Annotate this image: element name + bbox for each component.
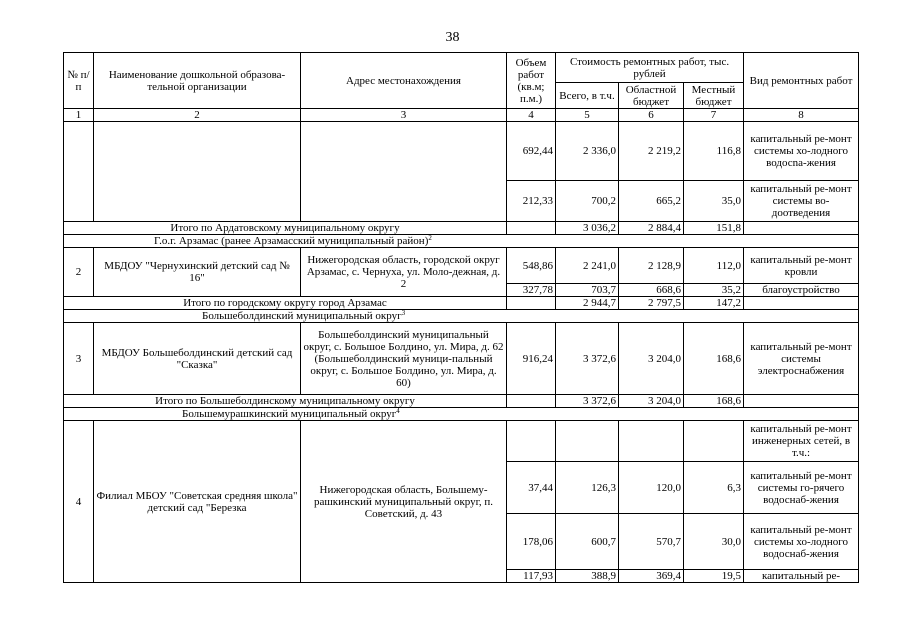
volume-cell: [507, 421, 556, 462]
header-address: Адрес местонахождения: [301, 53, 507, 109]
local-cell: 35,2: [684, 284, 744, 297]
index-cell: 6: [619, 109, 684, 122]
index-cell: 2: [94, 109, 301, 122]
type-cell: капитальный ре-монт кровли: [744, 248, 859, 284]
subtotal-label: Итого по городскому округу город Арзамас: [64, 297, 507, 310]
regional-cell: 120,0: [619, 462, 684, 514]
num-cell: 2: [64, 248, 94, 297]
address-cell: [301, 122, 507, 222]
local-cell: 147,2: [684, 297, 744, 310]
table-row: [64, 323, 859, 395]
total-cell: 3 372,6: [556, 323, 619, 395]
type-cell: капитальный ре-монт системы хо-лодного водосna-жения: [744, 122, 859, 181]
subtotal-row: [64, 395, 859, 408]
num-cell: 3: [64, 323, 94, 395]
volume-cell: [507, 222, 556, 235]
header-type: Вид ремонтных работ: [744, 53, 859, 109]
regional-cell: 570,7: [619, 514, 684, 570]
total-cell: 3 372,6: [556, 395, 619, 408]
repair-works-table: [63, 52, 859, 583]
local-cell: [684, 421, 744, 462]
header-name: Наименование дошкольной образова-тельной организации: [94, 53, 301, 109]
local-cell: 30,0: [684, 514, 744, 570]
index-cell: 8: [744, 109, 859, 122]
type-cell: капитальный ре-монт инженерных сетей, в т.ч.:: [744, 421, 859, 462]
index-cell: 3: [301, 109, 507, 122]
local-cell: 151,8: [684, 222, 744, 235]
regional-cell: 2 128,9: [619, 248, 684, 284]
regional-cell: 2 797,5: [619, 297, 684, 310]
type-cell: капитальный ре-: [744, 570, 859, 583]
name-cell: МБДОУ Большеболдинский детский сад "Сказка": [94, 323, 301, 395]
regional-cell: [619, 421, 684, 462]
section-heading: Большеболдинский муниципальный округ$^3$: [64, 310, 859, 323]
header-cost: Стоимость ремонтных работ, тыс. рублей: [556, 53, 744, 83]
address-cell: Нижегородская область, городской округ Арзамас, с. Чернуха, ул. Моло-дежная, д. 2: [301, 248, 507, 297]
volume-cell: 327,78: [507, 284, 556, 297]
total-cell: 388,9: [556, 570, 619, 583]
header-index-row: [64, 109, 859, 122]
volume-cell: 916,24: [507, 323, 556, 395]
volume-cell: [507, 395, 556, 408]
total-cell: 3 036,2: [556, 222, 619, 235]
header-row-1: [64, 53, 859, 83]
table-row: [64, 122, 859, 181]
type-cell: капитальный ре-монт системы электроснабжения: [744, 323, 859, 395]
type-cell: капитальный ре-монт системы хо-лодного водоснаб-жения: [744, 514, 859, 570]
section-heading-row: [64, 310, 859, 323]
local-cell: 35,0: [684, 181, 744, 222]
index-cell: 7: [684, 109, 744, 122]
regional-cell: 3 204,0: [619, 395, 684, 408]
total-cell: 2 336,0: [556, 122, 619, 181]
volume-cell: 212,33: [507, 181, 556, 222]
subtotal-row: [64, 222, 859, 235]
subtotal-label: Итого по Ардатовскому муниципальному округу: [64, 222, 507, 235]
index-cell: 4: [507, 109, 556, 122]
regional-cell: 2 884,4: [619, 222, 684, 235]
header-volume: Объем работ (кв.м; п.м.): [507, 53, 556, 109]
header-num: № п/п: [64, 53, 94, 109]
total-cell: 2 944,7: [556, 297, 619, 310]
local-cell: 168,6: [684, 323, 744, 395]
address-cell: Нижегородская область, Большему-рашкинский муниципальный округ, п. Советский, д. 43: [301, 421, 507, 583]
volume-cell: 692,44: [507, 122, 556, 181]
section-heading-row: [64, 408, 859, 421]
num-cell: 4: [64, 421, 94, 583]
section-heading: Г.о.г. Арзамас (ранее Арзамасский муниципальный район)$^2$: [64, 235, 859, 248]
total-cell: 600,7: [556, 514, 619, 570]
type-cell: [744, 395, 859, 408]
volume-cell: 548,86: [507, 248, 556, 284]
regional-cell: 369,4: [619, 570, 684, 583]
header-total: Всего, в т.ч.: [556, 83, 619, 109]
header-regional: Областной бюджет: [619, 83, 684, 109]
local-cell: 116,8: [684, 122, 744, 181]
volume-cell: 37,44: [507, 462, 556, 514]
local-cell: 112,0: [684, 248, 744, 284]
page-number: 38: [445, 30, 460, 45]
section-heading-row: [64, 235, 859, 248]
total-cell: 703,7: [556, 284, 619, 297]
subtotal-label: Итого по Большеболдинскому муниципальному округу: [64, 395, 507, 408]
address-cell: Большеболдинский муниципальный округ, с. Большое Болдино, ул. Мира, д. 62 (Большеболдинский муници-пальный округ, с. Большое Болдино, ул. Мира, д. 60): [301, 323, 507, 395]
table-row: [64, 421, 859, 462]
num-cell: [64, 122, 94, 222]
section-heading: Большемурашкинский муниципальный округ$^4$: [64, 408, 859, 421]
index-cell: 1: [64, 109, 94, 122]
local-cell: 19,5: [684, 570, 744, 583]
subtotal-row: [64, 297, 859, 310]
total-cell: 700,2: [556, 181, 619, 222]
volume-cell: [507, 297, 556, 310]
volume-cell: 178,06: [507, 514, 556, 570]
table-row: [64, 248, 859, 284]
header-local: Местный бюджет: [684, 83, 744, 109]
total-cell: 126,3: [556, 462, 619, 514]
name-cell: [94, 122, 301, 222]
volume-cell: 117,93: [507, 570, 556, 583]
regional-cell: 3 204,0: [619, 323, 684, 395]
regional-cell: 665,2: [619, 181, 684, 222]
index-cell: 5: [556, 109, 619, 122]
total-cell: 2 241,0: [556, 248, 619, 284]
type-cell: благоустройство: [744, 284, 859, 297]
total-cell: [556, 421, 619, 462]
type-cell: капитальный ре-монт системы во-доотведения: [744, 181, 859, 222]
local-cell: 168,6: [684, 395, 744, 408]
regional-cell: 2 219,2: [619, 122, 684, 181]
type-cell: [744, 297, 859, 310]
name-cell: МБДОУ "Чернухинский детский сад № 16": [94, 248, 301, 297]
regional-cell: 668,6: [619, 284, 684, 297]
name-cell: Филиал МБОУ "Советская средняя школа" детский сад "Березка: [94, 421, 301, 583]
type-cell: [744, 222, 859, 235]
type-cell: капитальный ре-монт системы го-рячего водоснаб-жения: [744, 462, 859, 514]
local-cell: 6,3: [684, 462, 744, 514]
